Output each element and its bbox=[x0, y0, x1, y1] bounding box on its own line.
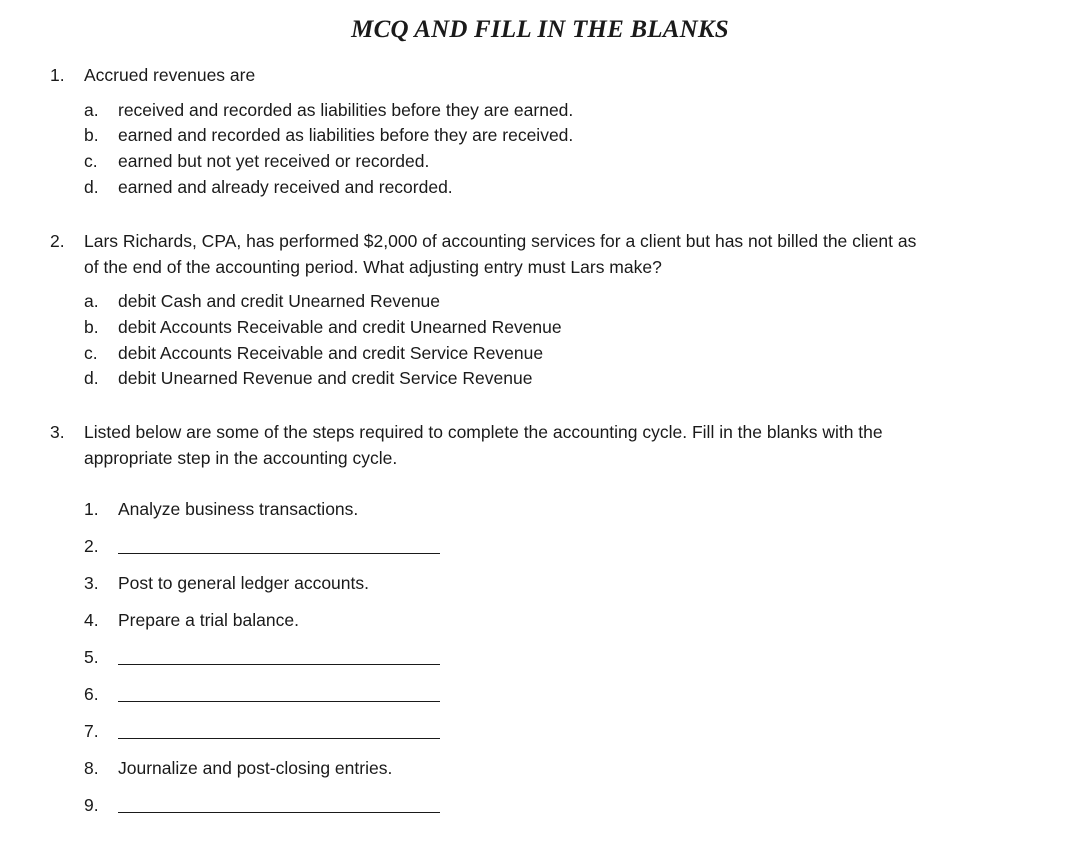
step-5 bbox=[84, 645, 1010, 682]
question-1-options bbox=[84, 98, 1010, 201]
question-text: Listed below are some of the steps required to complete the accounting cycle. Fill in the blanks with the appropriate step in the accounting cycle. bbox=[84, 422, 883, 468]
step-7 bbox=[84, 719, 1010, 756]
question-text: Lars Richards, CPA, has performed $2,000 of accounting services for a client but has not billed the client as of the end of the accounting period. What adjusting entry must Lars make? bbox=[84, 231, 917, 277]
option-letter: b. bbox=[84, 125, 99, 146]
option-text: debit Accounts Receivable and credit Service Revenue bbox=[118, 342, 544, 363]
step-4 bbox=[84, 608, 1010, 645]
option-letter: a. bbox=[84, 99, 99, 120]
question-text: Accrued revenues are bbox=[84, 65, 256, 85]
step-9 bbox=[84, 793, 1010, 830]
option-letter: b. bbox=[84, 316, 99, 337]
question-number: 2. bbox=[50, 231, 65, 251]
option-letter: a. bbox=[84, 291, 99, 311]
fill-in-blank-line[interactable] bbox=[118, 811, 440, 813]
question-3-stem bbox=[50, 420, 1010, 471]
option-text: earned but not yet received or recorded. bbox=[118, 151, 430, 172]
step-6 bbox=[84, 682, 1010, 719]
step-number: 6. bbox=[84, 684, 99, 704]
fill-in-blank-line[interactable] bbox=[118, 700, 440, 702]
option-text: debit Cash and credit Unearned Revenue bbox=[118, 291, 441, 311]
question-number: 3. bbox=[50, 422, 65, 442]
option-text: debit Unearned Revenue and credit Service Revenue bbox=[118, 368, 533, 389]
option-d bbox=[84, 366, 1010, 392]
option-a bbox=[84, 98, 1010, 124]
option-a bbox=[84, 289, 1010, 315]
option-b bbox=[84, 123, 1010, 149]
step-8 bbox=[84, 756, 1010, 793]
option-c bbox=[84, 341, 1010, 367]
option-letter: d. bbox=[84, 368, 99, 389]
question-2-options bbox=[84, 289, 1010, 392]
fill-in-blank-line[interactable] bbox=[118, 663, 440, 665]
step-text: Journalize and post-closing entries. bbox=[118, 758, 393, 778]
step-2 bbox=[84, 534, 1010, 571]
step-number: 7. bbox=[84, 721, 99, 741]
option-text: debit Accounts Receivable and credit Unearned Revenue bbox=[118, 316, 562, 337]
step-number: 4. bbox=[84, 610, 99, 630]
option-letter: d. bbox=[84, 176, 99, 197]
option-d bbox=[84, 175, 1010, 201]
question-3 bbox=[50, 420, 1010, 830]
step-number: 8. bbox=[84, 758, 99, 778]
option-text: earned and already received and recorded. bbox=[118, 176, 453, 197]
option-c bbox=[84, 149, 1010, 175]
option-b bbox=[84, 315, 1010, 341]
option-letter: c. bbox=[84, 151, 98, 172]
page-title: MCQ AND FILL IN THE BLANKS bbox=[351, 16, 729, 43]
fill-in-blank-line[interactable] bbox=[118, 737, 440, 739]
step-text: Post to general ledger accounts. bbox=[118, 573, 369, 593]
step-number: 2. bbox=[84, 536, 99, 556]
step-number: 5. bbox=[84, 647, 99, 667]
accounting-cycle-steps bbox=[84, 497, 1010, 830]
step-number: 9. bbox=[84, 795, 99, 815]
option-text: received and recorded as liabilities before they are earned. bbox=[118, 99, 574, 120]
question-2-stem bbox=[50, 229, 1010, 280]
question-number: 1. bbox=[50, 65, 65, 85]
step-text: Analyze business transactions. bbox=[118, 499, 359, 519]
question-1 bbox=[50, 63, 1010, 201]
option-letter: c. bbox=[84, 342, 98, 363]
question-1-stem bbox=[50, 63, 1010, 89]
step-number: 1. bbox=[84, 499, 99, 519]
question-2 bbox=[50, 229, 1010, 392]
fill-in-blank-line[interactable] bbox=[118, 552, 440, 554]
step-1 bbox=[84, 497, 1010, 534]
step-text: Prepare a trial balance. bbox=[118, 610, 299, 630]
step-3 bbox=[84, 571, 1010, 608]
step-number: 3. bbox=[84, 573, 99, 593]
option-text: earned and recorded as liabilities before they are received. bbox=[118, 125, 574, 146]
